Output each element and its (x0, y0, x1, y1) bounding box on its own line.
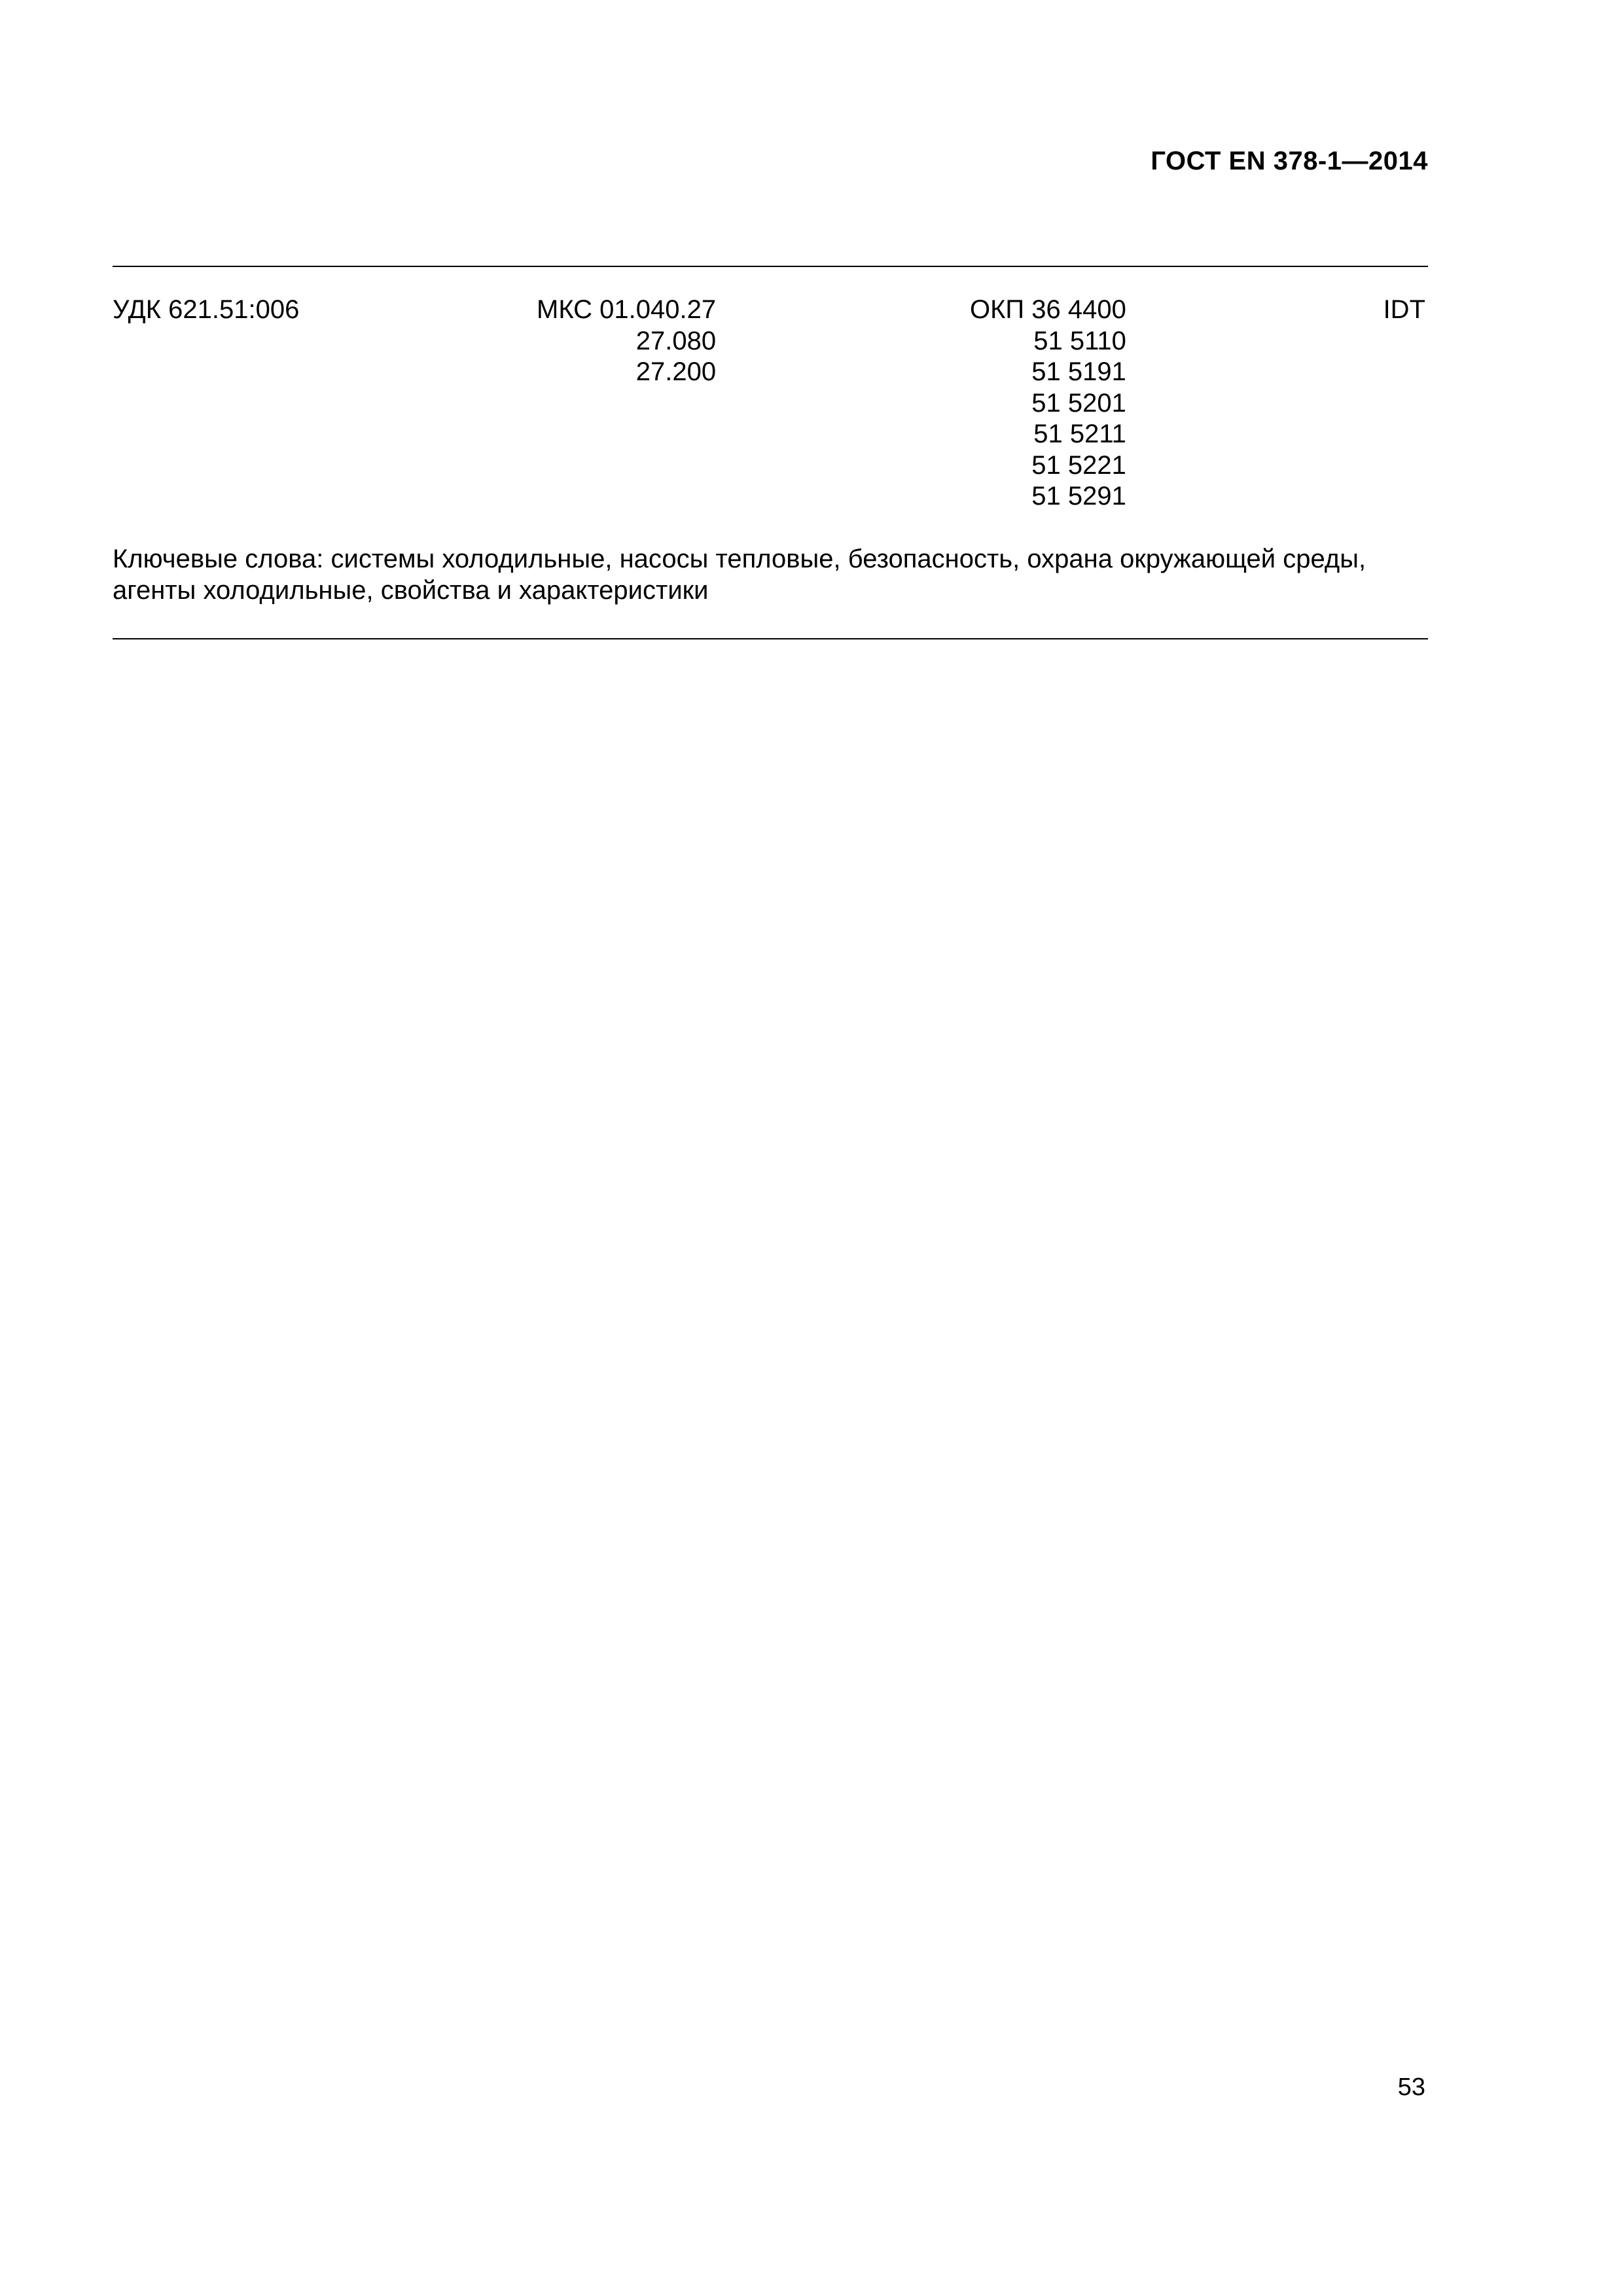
okp-column (970, 295, 1126, 512)
equivalence-column (1383, 295, 1425, 326)
top-divider (113, 266, 1428, 267)
mks-code: 27.080 (635, 326, 717, 355)
classification-block (113, 295, 1428, 517)
okp-code: 51 5201 (1031, 388, 1126, 418)
page-number: 53 (1397, 2073, 1425, 2101)
standard-designation: ГОСТ EN 378-1—2014 (1150, 147, 1428, 175)
okp-code: 51 5110 (1033, 326, 1126, 355)
udk-column (113, 295, 299, 326)
keywords-line: Ключевые слова: системы холодильные, насосы тепловые, безопасность, охрана окружающей среды, (113, 545, 1366, 573)
okp-code: 51 5291 (1031, 482, 1126, 511)
equivalence-degree: IDT (1383, 295, 1425, 324)
udk-code: УДК 621.51:006 (113, 295, 300, 324)
keywords-paragraph (113, 543, 1428, 606)
mks-column (537, 295, 716, 388)
mks-code: 27.200 (635, 357, 717, 386)
okp-code: 51 5211 (1033, 420, 1126, 448)
bottom-divider (113, 638, 1428, 639)
mks-code: МКС 01.040.27 (537, 295, 717, 324)
okp-code: 51 5221 (1031, 450, 1126, 480)
okp-code: 51 5191 (1031, 357, 1126, 386)
keywords-line: агенты холодильные, свойства и характеристики (113, 576, 709, 605)
okp-code: ОКП 36 4400 (970, 295, 1126, 324)
